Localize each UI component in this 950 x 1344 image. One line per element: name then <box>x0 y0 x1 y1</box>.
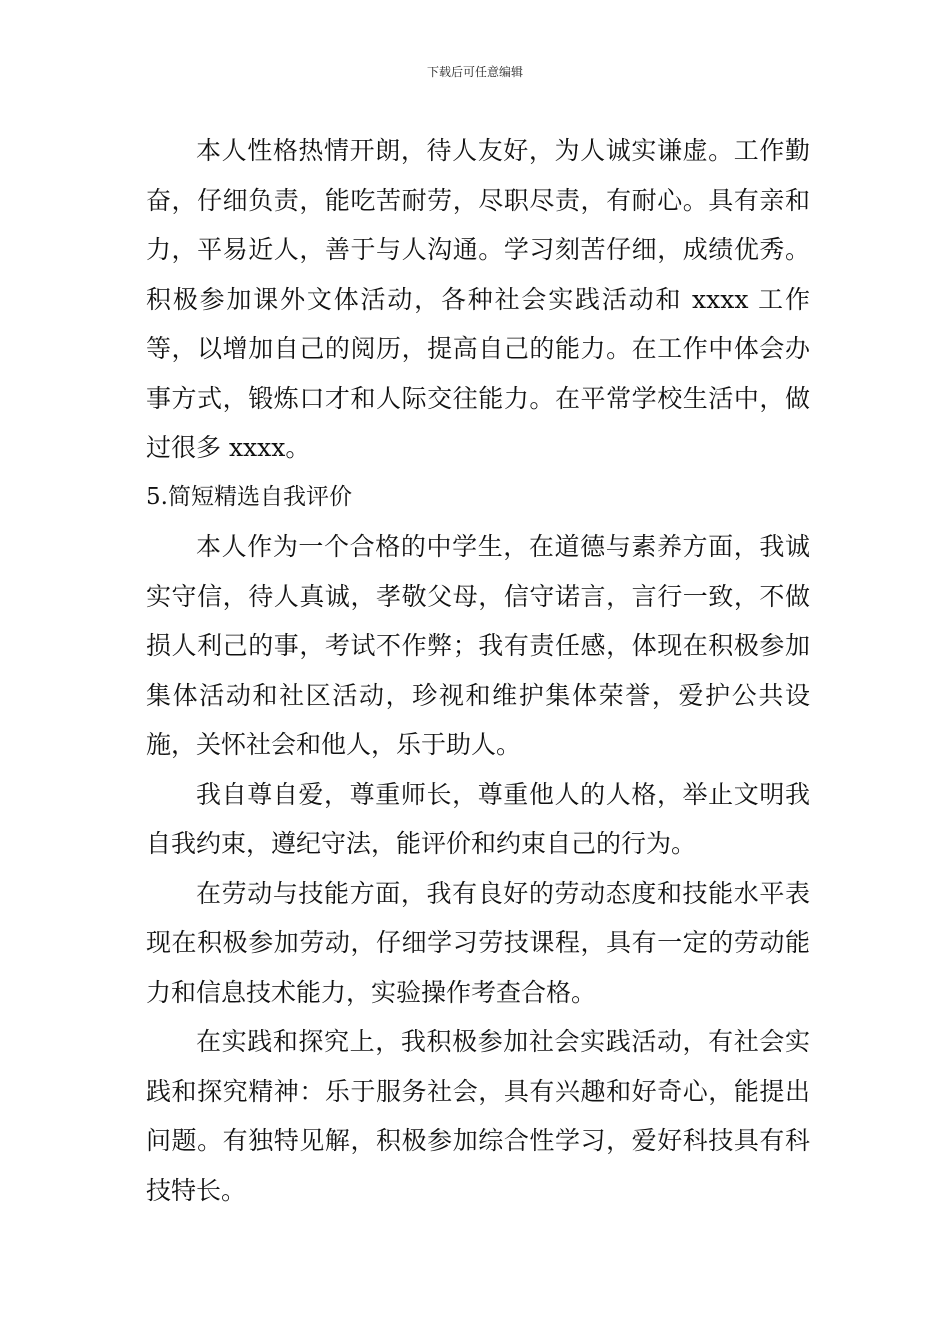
paragraph-morality: 本人作为一个合格的中学生，在道德与素养方面，我诚实守信，待人真诚，孝敬父母，信守诺言，言行一致，不做损人利己的事，考试不作弊；我有责任感，体现在积极参加集体活动和社区活动，珍视和维护集体荣誉，爱护公共设施，关怀社会和他人，乐于助人。 <box>146 532 810 759</box>
document-body <box>146 126 810 1215</box>
paragraph-labor-skills: 在劳动与技能方面，我有良好的劳动态度和技能水平表现在积极参加劳动，仔细学习劳技课程，具有一定的劳动能力和信息技术能力，实验操作考查合格。 <box>146 878 810 1007</box>
paragraph-personality: 本人性格热情开朗，待人友好，为人诚实谦虚。工作勤奋，仔细负责，能吃苦耐劳，尽职尽责，有耐心。具有亲和力，平易近人，善于与人沟通。学习刻苦仔细，成绩优秀。积极参加课外文体活动，各种社会实践活动和 xxxx 工作等，以增加自己的阅历，提高自己的能力。在工作中体会办事方式，锻炼口才和人际交往能力。在平常学校生活中，做过很多 xxxx。 <box>146 136 810 462</box>
page-header: 下载后可任意编辑 <box>426 65 523 79</box>
paragraph-practice-inquiry: 在实践和探究上，我积极参加社会实践活动，有社会实践和探究精神：乐于服务社会，具有兴趣和好奇心，能提出问题。有独特见解，积极参加综合性学习，爱好科技具有科技特长。 <box>146 1027 810 1205</box>
section-heading: 5.简短精选自我评价 <box>146 483 352 510</box>
paragraph-self-respect: 我自尊自爱，尊重师长，尊重他人的人格，举止文明我自我约束，遵纪守法，能评价和约束自己的行为。 <box>146 779 810 858</box>
